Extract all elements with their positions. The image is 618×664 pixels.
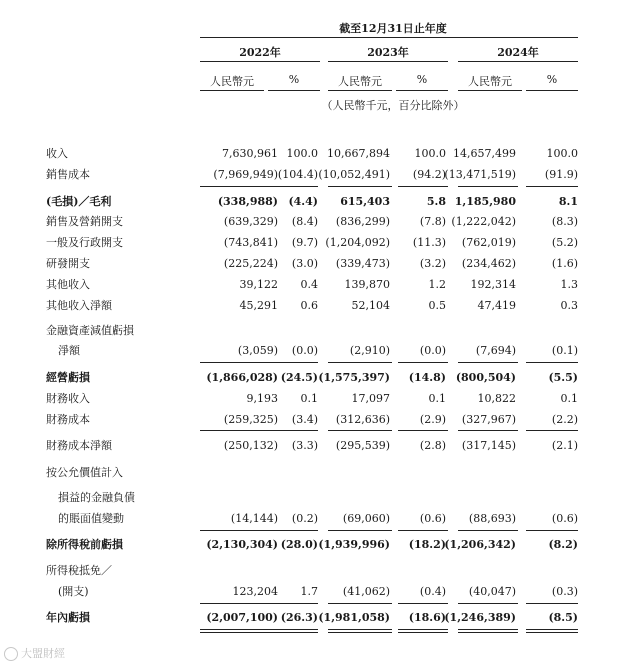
col-rule [396,90,448,91]
row-rule [398,430,448,431]
row-value: (0.6) [419,512,446,525]
row-value: 7,630,961 [222,147,278,160]
row-value: (0.0) [419,344,446,357]
row-label: 一般及行政開支 [46,236,123,249]
unit-note: （人民幣千元，百分比除外） [321,99,465,112]
row-value: 45,291 [239,299,278,312]
row-value: (3.4) [291,413,318,426]
year-2023-rule [328,61,448,62]
row-rule [526,186,578,187]
row-value: 0.5 [428,299,446,312]
row-value: (18.2) [408,538,446,551]
row-label: 收入 [46,147,68,160]
row-rule [272,362,318,363]
row-value: (94.2) [412,168,446,181]
row-rule [526,430,578,431]
table-row [0,412,618,428]
row-value: (836,299) [335,215,390,228]
row-value: (2.9) [419,413,446,426]
row-value: (28.0) [280,538,318,551]
row-value: (8.3) [551,215,578,228]
row-value: (0.0) [291,344,318,357]
row-value: (327,967) [461,413,516,426]
row-value: (7,969,949) [213,168,278,181]
row-value: (1,939,996) [318,538,390,551]
row-rule [398,362,448,363]
row-label: 經營虧損 [46,371,90,384]
row-value: (338,988) [217,195,278,208]
row-rule [200,362,280,363]
row-value: (234,462) [461,257,516,270]
row-value: (0.6) [551,512,578,525]
row-value: 0.3 [560,299,578,312]
row-label: (毛損)／毛利 [46,195,112,208]
row-label: 除所得稅前虧損 [46,538,123,551]
row-value: 0.1 [300,392,318,405]
row-label: 金融資產減值虧損 [46,324,134,337]
total-double-rule [272,632,318,633]
total-double-rule [458,632,518,633]
row-label: 研發開支 [46,257,90,270]
table-row [0,511,618,527]
row-value: (9.7) [291,236,318,249]
row-label: (開支) [58,585,89,598]
row-value: (40,047) [468,585,516,598]
row-rule [458,430,518,431]
row-value: (69,060) [342,512,390,525]
col-pct-2023: % [416,73,428,86]
table-row [0,323,618,339]
row-value: (1,204,092) [325,236,390,249]
row-value: 8.1 [558,195,578,208]
row-value: 0.6 [300,299,318,312]
table-row [0,584,618,600]
row-value: (3.0) [291,257,318,270]
row-rule [328,530,392,531]
row-value: 1.2 [428,278,446,291]
col-rmb-2023: 人民幣元 [338,75,382,88]
row-value: 5.8 [426,195,446,208]
row-value: (339,473) [335,257,390,270]
row-value: (762,019) [461,236,516,249]
row-value: (295,539) [335,439,390,452]
watermark-logo-icon [4,647,18,661]
total-double-rule [200,629,280,630]
row-rule [328,603,392,604]
total-double-rule [526,632,578,633]
row-value: 139,870 [344,278,390,291]
row-label: 所得稅抵免／ [46,564,112,577]
row-value: 52,104 [351,299,390,312]
row-label: 按公允價值計入 [46,466,123,479]
year-2022: 2022年 [239,46,281,59]
row-value: (3.3) [291,439,318,452]
year-2022-rule [200,61,320,62]
row-label: 財務成本淨額 [46,439,112,452]
row-rule [272,430,318,431]
table-row [0,610,618,626]
row-value: (225,224) [223,257,278,270]
total-double-rule [398,629,448,630]
row-value: (41,062) [342,585,390,598]
row-value: 10,822 [477,392,516,405]
row-value: (0.1) [551,344,578,357]
row-rule [328,430,392,431]
total-double-rule [200,632,280,633]
row-value: (259,325) [223,413,278,426]
row-value: (1,246,389) [444,611,516,624]
table-row [0,465,618,481]
table-row [0,563,618,579]
row-rule [526,362,578,363]
row-label: 其他收入 [46,278,90,291]
table-row [0,438,618,454]
row-rule [200,603,280,604]
row-value: 192,314 [470,278,516,291]
row-value: 0.1 [560,392,578,405]
row-value: 14,657,499 [453,147,516,160]
row-value: (2.1) [551,439,578,452]
row-value: (1,206,342) [444,538,516,551]
row-value: 9,193 [246,392,278,405]
row-value: (88,693) [468,512,516,525]
row-value: (639,329) [223,215,278,228]
table-row [0,235,618,251]
row-value: (14,144) [230,512,278,525]
row-value: (0.4) [419,585,446,598]
col-rule [200,90,264,91]
total-double-rule [526,629,578,630]
row-value: (24.5) [280,371,318,384]
row-value: 100.0 [546,147,578,160]
table-row [0,298,618,314]
row-value: (3,059) [237,344,278,357]
table-row [0,343,618,359]
row-rule [526,603,578,604]
total-double-rule [328,629,392,630]
row-rule [328,362,392,363]
table-row [0,537,618,553]
row-value: (1,222,042) [451,215,516,228]
row-value: (312,636) [335,413,390,426]
row-rule [272,530,318,531]
col-rmb-2024: 人民幣元 [468,75,512,88]
row-value: (104.4) [277,168,318,181]
total-double-rule [458,629,518,630]
watermark [4,645,65,661]
total-double-rule [272,629,318,630]
row-rule [458,530,518,531]
row-rule [272,186,318,187]
row-value: (8.4) [291,215,318,228]
row-value: (5.5) [548,371,578,384]
row-value: (2.8) [419,439,446,452]
row-rule [398,186,448,187]
row-value: (18.6) [408,611,446,624]
row-label: 銷售成本 [46,168,90,181]
row-rule [200,186,280,187]
col-pct-2024: % [546,73,558,86]
row-value: 1.7 [300,585,318,598]
row-label: 損益的金融負債 [58,491,135,504]
row-value: (2,130,304) [206,538,278,551]
row-label: 淨額 [58,344,80,357]
row-value: 10,667,894 [327,147,390,160]
table-row [0,146,618,162]
table-row [0,256,618,272]
row-value: (10,052,491) [318,168,390,181]
row-label: 財務收入 [46,392,90,405]
row-rule [398,530,448,531]
table-row [0,277,618,293]
row-value: (317,145) [461,439,516,452]
row-rule [526,530,578,531]
row-rule [200,530,280,531]
col-rule [458,90,522,91]
row-value: (14.8) [408,371,446,384]
row-rule [272,603,318,604]
row-value: (26.3) [280,611,318,624]
table-row [0,370,618,386]
row-value: (0.3) [551,585,578,598]
col-rmb-2022: 人民幣元 [210,75,254,88]
row-value: (13,471,519) [444,168,516,181]
row-value: 100.0 [414,147,446,160]
row-value: 17,097 [351,392,390,405]
row-value: (91.9) [544,168,578,181]
table-row [0,214,618,230]
row-value: 47,419 [477,299,516,312]
row-value: 39,122 [239,278,278,291]
row-value: (8.2) [548,538,578,551]
row-value: (250,132) [223,439,278,452]
row-rule [200,430,280,431]
table-row [0,391,618,407]
table-row [0,490,618,506]
row-label: 銷售及營銷開支 [46,215,123,228]
row-value: (2,007,100) [206,611,278,624]
row-value: (1,575,397) [318,371,390,384]
row-value: 0.1 [428,392,446,405]
row-value: 123,204 [232,585,278,598]
total-double-rule [398,632,448,633]
row-label: 的賬面值變動 [58,512,124,525]
row-rule [458,603,518,604]
total-double-rule [328,632,392,633]
row-value: (4.4) [288,195,318,208]
row-value: (5.2) [551,236,578,249]
col-pct-2022: % [288,73,300,86]
watermark-text: 大盟財經 [21,647,65,660]
row-value: 615,403 [340,195,390,208]
row-value: (7.8) [419,215,446,228]
row-value: (1,866,028) [206,371,278,384]
period-rule [200,37,578,38]
year-2023: 2023年 [367,46,409,59]
row-value: (3.2) [419,257,446,270]
row-label: 其他收入淨額 [46,299,112,312]
row-rule [458,362,518,363]
row-value: 100.0 [286,147,318,160]
col-rule [328,90,392,91]
row-label: 年內虧損 [46,611,90,624]
period-header: 截至12月31日止年度 [339,22,447,35]
row-value: (800,504) [455,371,516,384]
row-label: 財務成本 [46,413,90,426]
col-rule [268,90,320,91]
row-rule [398,603,448,604]
row-value: (2.2) [551,413,578,426]
row-value: (0.2) [291,512,318,525]
year-2024-rule [458,61,578,62]
row-rule [328,186,392,187]
table-row [0,194,618,210]
row-value: (8.5) [548,611,578,624]
row-rule [458,186,518,187]
row-value: (1.6) [551,257,578,270]
row-value: 0.4 [300,278,318,291]
row-value: (743,841) [223,236,278,249]
col-rule [526,90,578,91]
row-value: (1,981,058) [318,611,390,624]
table-row [0,167,618,183]
row-value: (2,910) [349,344,390,357]
row-value: 1,185,980 [454,195,516,208]
row-value: (7,694) [475,344,516,357]
row-value: 1.3 [560,278,578,291]
year-2024: 2024年 [497,46,539,59]
row-value: (11.3) [412,236,446,249]
